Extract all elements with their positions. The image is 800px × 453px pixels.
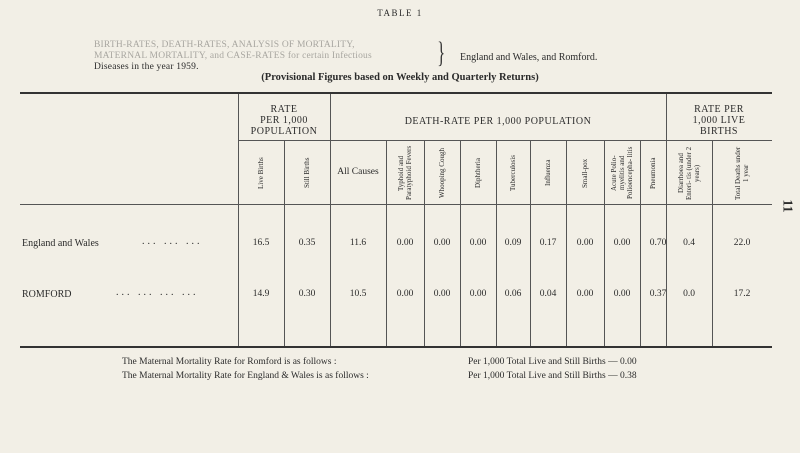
caption-line-1: BIRTH-RATES, DEATH-RATES, ANALYSIS OF MORTALITY, — [94, 40, 355, 50]
col-pneumonia: Pneumonia — [649, 157, 657, 189]
cell-smallpox: 0.00 — [576, 289, 594, 299]
cell-whooping-cough: 0.00 — [433, 238, 451, 248]
caption-region: England and Wales, and Romford. — [460, 52, 598, 63]
cell-still-births: 0.30 — [298, 289, 316, 299]
cell-diarrhoea: 0.0 — [683, 289, 695, 299]
row-label: England and Wales — [22, 238, 99, 249]
note-england-label: The Maternal Mortality Rate for England & Wales is as follows : — [122, 371, 369, 381]
cell-still-births: 0.35 — [298, 238, 316, 248]
cell-diarrhoea: 0.4 — [683, 238, 695, 248]
cell-total-deaths: 22.0 — [733, 238, 751, 248]
cell-diphtheria: 0.00 — [469, 289, 487, 299]
row-leader-dots: ... ... ... ... — [116, 287, 199, 298]
note-romford-value: Per 1,000 Total Live and Still Births — 0.00 — [468, 357, 637, 367]
cell-all-causes: 11.6 — [349, 238, 367, 248]
col-diarrhoea: Diarrhoea and Enteri- tis (under 2 years) — [677, 146, 701, 200]
group3-divider — [666, 140, 772, 141]
col-tuberculosis: Tuberculosis — [509, 155, 517, 191]
note-england-value: Per 1,000 Total Live and Still Births — 0.38 — [468, 371, 637, 381]
cell-polio: 0.00 — [613, 289, 631, 299]
cell-diphtheria: 0.00 — [469, 238, 487, 248]
page-number: 11 — [779, 199, 795, 213]
cell-pneumonia: 0.37 — [649, 289, 667, 299]
cell-pneumonia: 0.70 — [649, 238, 667, 248]
cell-tuberculosis: 0.09 — [504, 238, 522, 248]
header-bottom-rule — [20, 204, 772, 205]
table-top-rule — [20, 92, 772, 94]
cell-smallpox: 0.00 — [576, 238, 594, 248]
col-all-causes: All Causes — [337, 167, 379, 177]
col-typhoid: Typhoid and Paratyphoid Fevers — [397, 145, 413, 201]
cell-whooping-cough: 0.00 — [433, 289, 451, 299]
cell-total-deaths: 17.2 — [733, 289, 751, 299]
cell-influenza: 0.17 — [539, 238, 557, 248]
header-rate-per-live-births: RATE PER 1,000 LIVE BIRTHS — [692, 104, 746, 137]
header-death-rate: DEATH-RATE PER 1,000 POPULATION — [404, 116, 592, 127]
group2-divider — [330, 140, 666, 141]
col-influenza: Influenza — [544, 159, 552, 187]
col-total-deaths: Total Deaths under 1 year — [734, 146, 750, 200]
note-romford-label: The Maternal Mortality Rate for Romford is as follows : — [122, 357, 337, 367]
col-live-births: Live Births — [257, 157, 265, 189]
table-bottom-rule — [20, 346, 772, 348]
table-subtitle: (Provisional Figures based on Weekly and Quarterly Returns) — [261, 72, 539, 83]
col-whooping-cough: Whooping Cough — [438, 148, 446, 198]
caption-brace: } — [437, 36, 446, 69]
col-still-births: Still Births — [303, 157, 311, 189]
row-leader-dots: ... ... ... — [142, 236, 203, 247]
header-rate-per-population: RATE PER 1,000 POPULATION — [250, 104, 318, 137]
cell-all-causes: 10.5 — [349, 289, 367, 299]
table-label: TABLE 1 — [377, 8, 423, 18]
caption-line-2: MATERNAL MORTALITY, and CASE-RATES for certain Infectious — [94, 51, 372, 61]
col-diphtheria: Diphtheria — [474, 158, 482, 188]
row-label: ROMFORD — [22, 289, 72, 300]
cell-influenza: 0.04 — [539, 289, 557, 299]
cell-tuberculosis: 0.06 — [504, 289, 522, 299]
col-smallpox: Small-pox — [581, 158, 589, 188]
table-caption — [94, 40, 434, 73]
cell-polio: 0.00 — [613, 238, 631, 248]
cell-typhoid: 0.00 — [396, 289, 414, 299]
cell-typhoid: 0.00 — [396, 238, 414, 248]
col-polio: Acute Polio- myelitis and Polioencepha- litis — [610, 146, 634, 200]
cell-live-births: 16.5 — [252, 238, 270, 248]
cell-live-births: 14.9 — [252, 289, 270, 299]
caption-line-3: Diseases in the year 1959. — [94, 62, 199, 72]
